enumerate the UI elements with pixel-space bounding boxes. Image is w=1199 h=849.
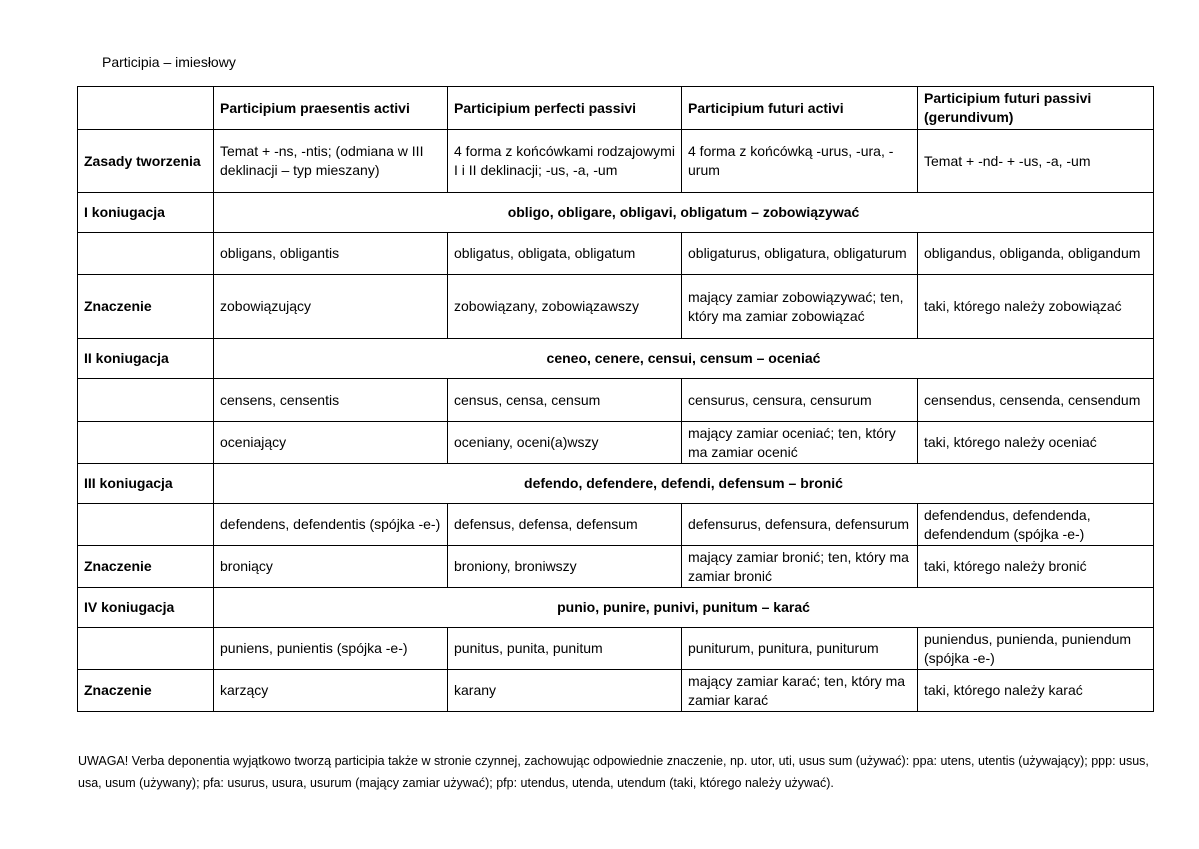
header-pfa: Participium futuri activi (682, 87, 918, 130)
row-label (78, 422, 214, 464)
row-label (78, 504, 214, 546)
meaning-row (78, 546, 1154, 588)
row-label: Znaczenie (78, 275, 214, 339)
table-cell: broniący (214, 546, 448, 588)
verb-principal-parts: punio, punire, punivi, punitum – karać (214, 588, 1154, 628)
header-ppa: Participium praesentis activi (214, 87, 448, 130)
conjugation-row (78, 193, 1154, 233)
conjugation-row (78, 464, 1154, 504)
row-label: III koniugacja (78, 464, 214, 504)
footnote-note: UWAGA! Verba deponentia wyjątkowo tworzą participia także w stronie czynnej, zachowując odpowiednie znaczenie, np. utor, uti, usus sum (używać): ppa: utens, utentis (używający); ppp: usus, usa, usum (używany); pfa: usurus, usura, usurum (mający zamiar używać); pfp: utendus, utenda, utendum (taki, którego należy używać). (78, 754, 1149, 790)
table-cell: taki, którego należy karać (918, 670, 1154, 712)
table-cell: defensus, defensa, defensum (448, 504, 682, 546)
verb-principal-parts: defendo, defendere, defendi, defensum – bronić (214, 464, 1154, 504)
table-cell: Temat + -ns, -ntis; (odmiana w III deklinacji – typ mieszany) (214, 130, 448, 193)
table-cell: mający zamiar bronić; ten, który ma zamiar bronić (682, 546, 918, 588)
header-pfp: Participium futuri passivi (gerundivum) (918, 87, 1154, 130)
conjugation-row (78, 339, 1154, 379)
meaning-row (78, 422, 1154, 464)
row-label (78, 233, 214, 275)
rules-row (78, 130, 1154, 193)
page-title: Participia – imiesłowy (102, 54, 236, 70)
row-label: II koniugacja (78, 339, 214, 379)
table-cell: puniens, punientis (spójka -e-) (214, 628, 448, 670)
table-cell: puniturum, punitura, puniturum (682, 628, 918, 670)
meaning-row (78, 275, 1154, 339)
table-cell: broniony, broniwszy (448, 546, 682, 588)
table-cell: karzący (214, 670, 448, 712)
table-cell: zobowiązany, zobowiązawszy (448, 275, 682, 339)
row-label (78, 379, 214, 422)
participia-table (77, 86, 1154, 712)
table-cell: mający zamiar zobowiązywać; ten, który ma zamiar zobowiązać (682, 275, 918, 339)
table-cell: obligans, obligantis (214, 233, 448, 275)
table-cell: karany (448, 670, 682, 712)
row-label: Znaczenie (78, 546, 214, 588)
verb-principal-parts: ceneo, cenere, censui, censum – oceniać (214, 339, 1154, 379)
forms-row (78, 233, 1154, 275)
table-cell: taki, którego należy zobowiązać (918, 275, 1154, 339)
meaning-row (78, 670, 1154, 712)
header-row (78, 87, 1154, 130)
row-label: IV koniugacja (78, 588, 214, 628)
table-cell: mający zamiar oceniać; ten, który ma zamiar ocenić (682, 422, 918, 464)
row-label: Zasady tworzenia (78, 130, 214, 193)
table-cell: puniendus, punienda, puniendum (spójka -e-) (918, 628, 1154, 670)
table-cell: Temat + -nd- + -us, -a, -um (918, 130, 1154, 193)
row-label: I koniugacja (78, 193, 214, 233)
table-cell: obligatus, obligata, obligatum (448, 233, 682, 275)
table-cell: defensurus, defensura, defensurum (682, 504, 918, 546)
table-cell: mający zamiar karać; ten, który ma zamiar karać (682, 670, 918, 712)
table-cell: censens, censentis (214, 379, 448, 422)
forms-row (78, 628, 1154, 670)
table-cell: census, censa, censum (448, 379, 682, 422)
table-cell: punitus, punita, punitum (448, 628, 682, 670)
table-cell: taki, którego należy oceniać (918, 422, 1154, 464)
table-cell: obligaturus, obligatura, obligaturum (682, 233, 918, 275)
table-cell: 4 forma z końcówką -urus, -ura, -urum (682, 130, 918, 193)
header-ppp: Participium perfecti passivi (448, 87, 682, 130)
table-cell: obligandus, obliganda, obligandum (918, 233, 1154, 275)
table-cell: censurus, censura, censurum (682, 379, 918, 422)
table-cell: defendendus, defendenda, defendendum (spójka -e-) (918, 504, 1154, 546)
verb-principal-parts: obligo, obligare, obligavi, obligatum – zobowiązywać (214, 193, 1154, 233)
table-cell: defendens, defendentis (spójka -e-) (214, 504, 448, 546)
table-cell: 4 forma z końcówkami rodzajowymi I i II deklinacji; -us, -a, -um (448, 130, 682, 193)
table-cell: taki, którego należy bronić (918, 546, 1154, 588)
row-label (78, 628, 214, 670)
table-cell: zobowiązujący (214, 275, 448, 339)
table-cell: oceniany, oceni(a)wszy (448, 422, 682, 464)
forms-row (78, 379, 1154, 422)
row-label: Znaczenie (78, 670, 214, 712)
conjugation-row (78, 588, 1154, 628)
table-cell: oceniający (214, 422, 448, 464)
table-cell: censendus, censenda, censendum (918, 379, 1154, 422)
header-cell-empty (78, 87, 214, 130)
forms-row (78, 504, 1154, 546)
